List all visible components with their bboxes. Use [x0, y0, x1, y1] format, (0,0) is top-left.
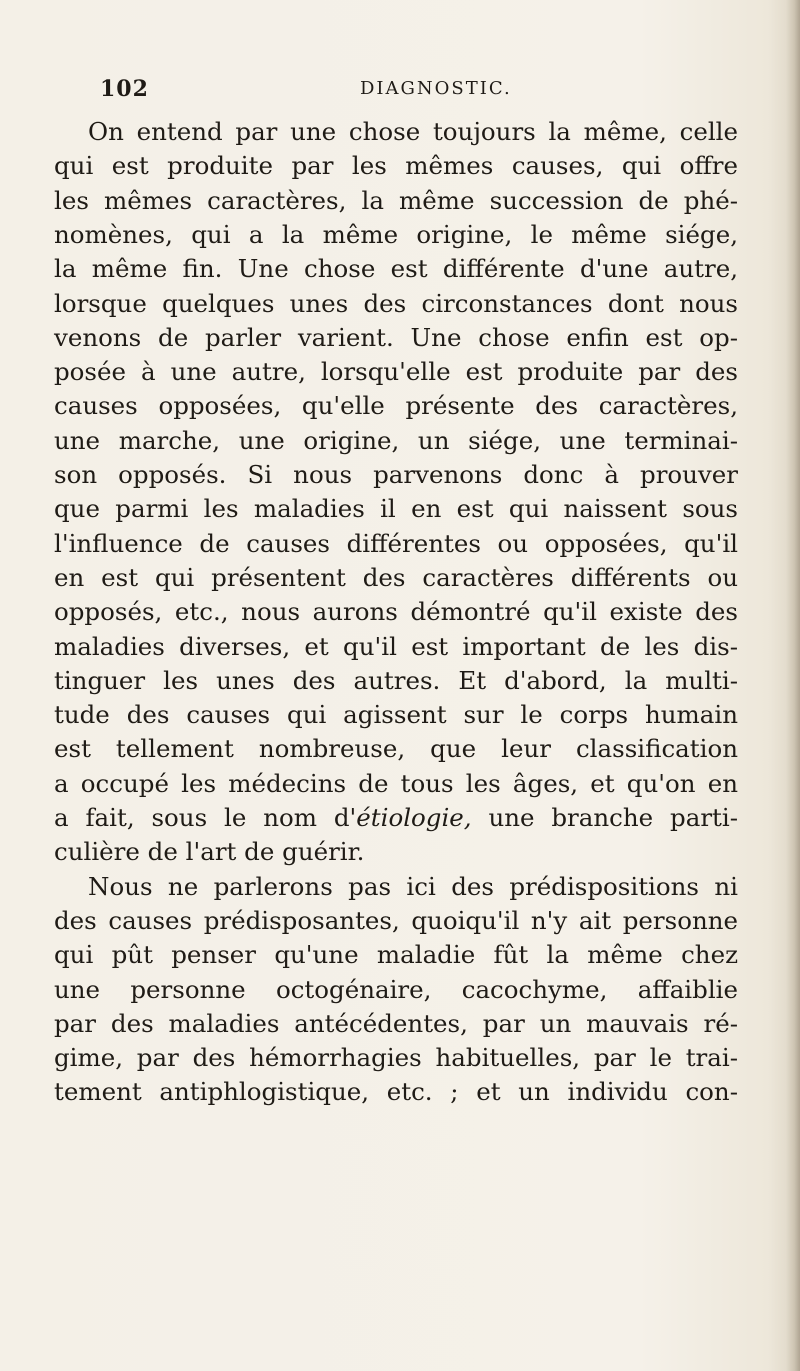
text-line: son opposés. Si nous parvenons donc à prouver [54, 460, 738, 489]
text-line: est tellement nombreuse, que leur classification [54, 734, 738, 764]
text-line: lorsque quelques unes des circonstances dont nous [54, 288, 738, 318]
text-line: tement antiphlogistique, etc. ; et un individu con- [54, 1077, 738, 1107]
text-line: l'influence de causes différentes ou opposées, qu'il [54, 528, 738, 558]
text-line: les mêmes caractères, la même succession de phé- [54, 185, 738, 215]
page-edge-shadow [786, 0, 800, 1371]
text-line: maladies diverses, et qu'il est important de les dis- [54, 631, 738, 661]
text-line: en est qui présentent des caractères différents ou [54, 562, 738, 592]
text-line: une marche, une origine, un siége, une terminai- [54, 425, 738, 455]
text-line: tinguer les unes des autres. Et d'abord, la multi- [54, 665, 738, 695]
text-segment: une branche parti- [471, 803, 738, 832]
text-line: nomènes, qui a la même origine, le même siége, [54, 219, 738, 249]
text-line: causes opposées, qu'elle présente des caractères, [54, 391, 738, 421]
text-line: une personne octogénaire, cacochyme, affaiblie [54, 974, 738, 1004]
text-line: gime, par des hémorrhagies habituelles, par le trai- [54, 1043, 738, 1073]
text-line: posée à une autre, lorsqu'elle est produite par des [54, 357, 738, 387]
text-line: la même fin. Une chose est différente d'une autre, [54, 254, 738, 284]
page-number: 102 [100, 76, 149, 102]
italic-term: étiologie, [356, 803, 472, 832]
text-line: Nous ne parlerons pas ici des prédispositions ni [88, 871, 738, 901]
text-line-with-italic [54, 803, 738, 833]
text-line: culière de l'art de guérir. [54, 837, 365, 867]
text-line: On entend par une chose toujours la même, celle [88, 117, 738, 146]
text-line: a occupé les médecins de tous les âges, et qu'on en [54, 768, 738, 798]
text-line: qui pût penser qu'une maladie fût la même chez [54, 940, 738, 970]
text-line: des causes prédisposantes, quoiqu'il n'y ait personne [54, 905, 738, 935]
text-line: qui est produite par les mêmes causes, qui offre [54, 151, 738, 181]
text-segment: a fait, sous le nom d' [54, 803, 357, 832]
text-line: venons de parler varient. Une chose enfin est op- [54, 322, 738, 352]
running-head: DIAGNOSTIC. [360, 78, 512, 99]
text-line: que parmi les maladies il en est qui naissent sous [54, 494, 738, 524]
text-line: opposés, etc., nous aurons démontré qu'il existe des [54, 597, 738, 627]
text-line: tude des causes qui agissent sur le corps humain [54, 700, 738, 730]
page-header [100, 76, 720, 106]
text-line: par des maladies antécédentes, par un mauvais ré- [54, 1008, 738, 1038]
